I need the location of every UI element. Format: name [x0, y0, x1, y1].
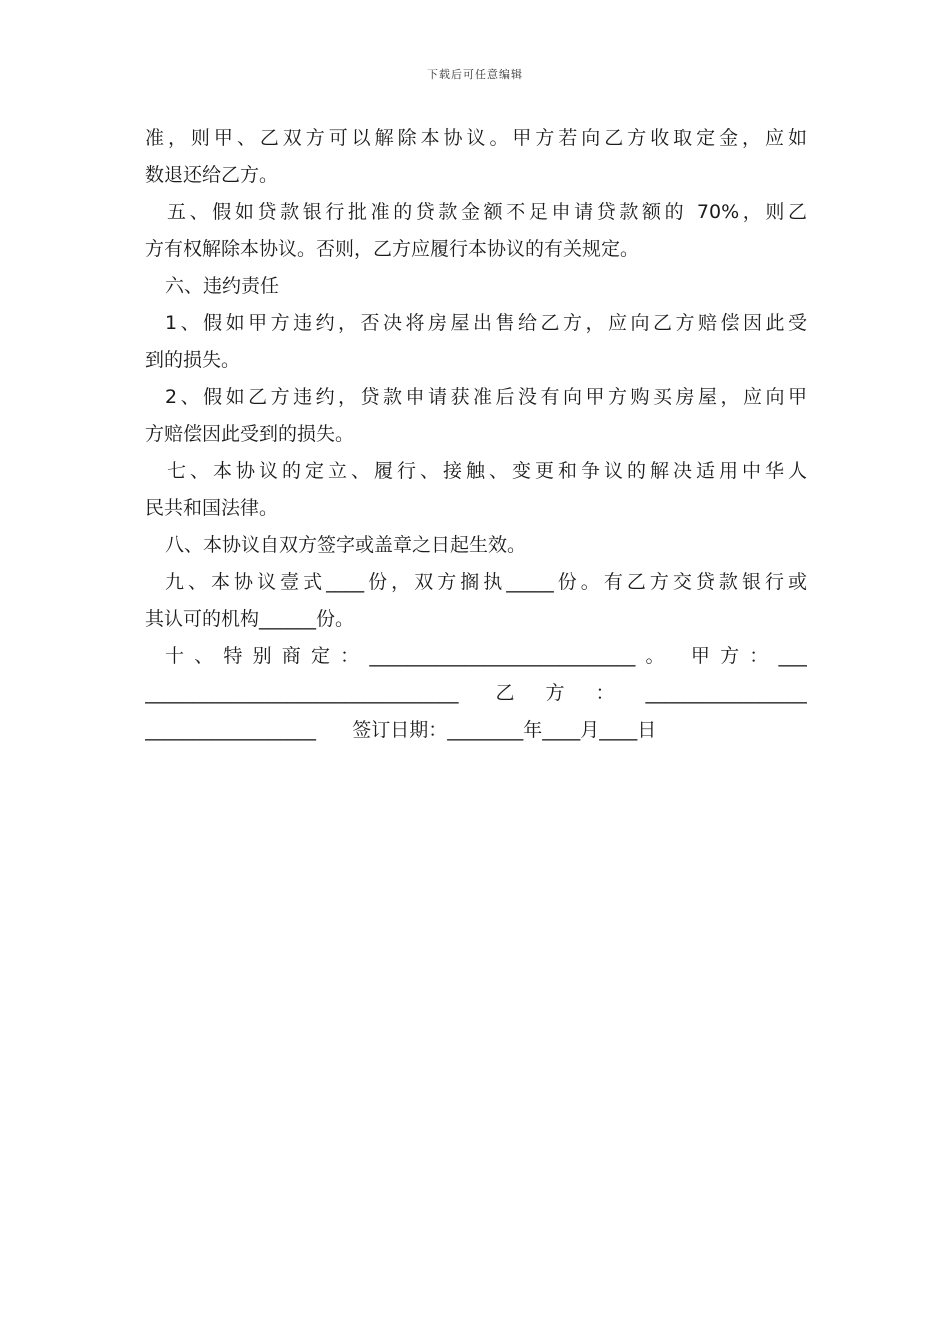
paragraph-line: 其认可的机构______份。 — [145, 608, 355, 630]
paragraph-line: 方有权解除本协议。否则，乙方应履行本协议的有关规定。 — [145, 238, 640, 260]
clause-eight-line: 八、本协议自双方签字或盖章之日起生效。 — [165, 534, 527, 556]
paragraph-line: 数退还给乙方。 — [145, 164, 279, 186]
signature-line-party-b: _________________________________ 乙方：_________________ — [145, 682, 807, 704]
clause-seven-line: 七、本协议的定立、履行、接触、变更和争议的解决适用中华人 — [167, 460, 807, 482]
paragraph-line: 到的损失。 — [145, 349, 241, 371]
clause-nine-line: 九、本协议壹式____份，双方搁执_____份。有乙方交贷款银行或 — [165, 571, 807, 593]
breach-item-1-line: 1、假如甲方违约，否决将房屋出售给乙方，应向乙方赔偿因此受 — [165, 312, 807, 334]
paragraph-line: 民共和国法律。 — [145, 497, 279, 519]
paragraph-line: 方赔偿因此受到的损失。 — [145, 423, 355, 445]
clause-ten-line: 十、特别商定：____________________________。 甲方：___ — [165, 645, 807, 667]
document-body — [145, 120, 807, 749]
paragraph-line: 准，则甲、乙双方可以解除本协议。甲方若向乙方收取定金，应如 — [145, 127, 807, 149]
clause-five-line: 五、假如贷款银行批准的贷款金额不足申请贷款额的 70%，则乙 — [167, 201, 807, 223]
signature-line-date: __________________ 签订日期：________年____月____日 — [145, 719, 657, 741]
breach-item-2-line: 2、假如乙方违约，贷款申请获准后没有向甲方购买房屋，应向甲 — [165, 386, 807, 408]
page-header-note: 下载后可任意编辑 — [427, 68, 523, 81]
section-heading-breach: 六、违约责任 — [165, 275, 280, 297]
